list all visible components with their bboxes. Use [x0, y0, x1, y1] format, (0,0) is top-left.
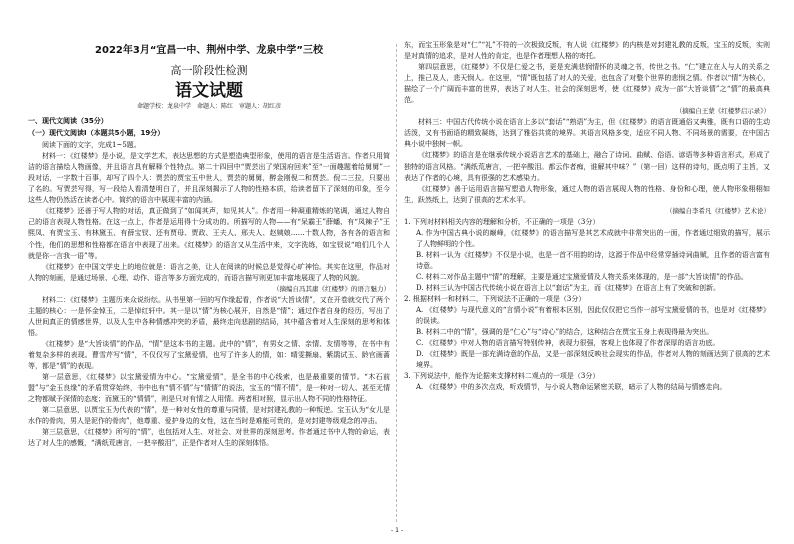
subject-title: 语文试题 [175, 81, 243, 101]
material1-paragraph: 材料一：《红楼梦》是小说，是文学艺术，表达思想的方式是塑造典型形象，使用的语言是生活语言。作者只用简洁的语言描绘人物画像，并且语言具有解释个性特点。第二十四回中“贾芸出了荣国府回来”至“一面趣题着给舅舅”一段对话，一字数十百事，却写了四个人：贾芸的贾宝玉中世人，贾芸的舅舅，醉金刚倪二和贾芸。倪二三拉，只要出了名的。写贾芸写得，写一段给人看清楚明白了，并且深刻揭示了人物的性格本质，给读者留下了深刻的印象，至今这些人物仍然活在读者心中。简约的语言中展现丰富的内涵。 [28, 152, 390, 205]
exam-name: 高一阶段性检测 [170, 64, 248, 77]
material1-paragraph: 《红楼梦》在中国文学史上的地位就是：语言之美，让人在阅读的时候总是觉得心旷神怡。其实在这里，作品对人物的刻画，是通过场景、心理、动作、语言等多方面完成的，而语言描写则更加丰富地展现了人物的风貌。 [28, 262, 390, 282]
material2-paragraph: 第三层意思，《红楼梦》所写的“情”，也包括对人生、对社会、对世界的深刻思考。作者通过书中人物的命运，表达了对人生的感慨，“满纸荒唐言，一把辛酸泪”，正是作者对人生的深刻体悟。 [28, 428, 390, 448]
material3-source: （摘编自李希凡《红楼梦》艺术论） [666, 206, 770, 215]
material2-paragraph: 第四层意思，《红楼梦》不仅是仁爱之书，更是充满悲悯情怀的灵魂之书，传世之书。“仁”建立在人与人的关系之上，推己及人，悲天悯人。在这里，“情”既包括了对人的关爱，也包含了对整个世界的悲悯之情。作者以“情”为核心，描绘了一个广阔而丰富的世界，表达了对人生、社会的深刻思考，使《红楼梦》成为一部“大旨谈情”之“情”的最高典范。 [404, 63, 770, 105]
material1-source: （摘编自冯其庸《红楼梦》的语言魅力） [273, 284, 390, 293]
question-2-option-b: B. 材料二中的“情”，强调的是“仁心”与“诗心”的结合，这种结合在贾宝玉身上表现得最为突出。 [416, 328, 714, 337]
question-2: 2. 根据材料一和材料二，下列说法不正确的一项是（3分） [404, 295, 586, 304]
instruction: 阅读下面的文字，完成1~5题。 [42, 141, 141, 150]
column-divider [396, 44, 397, 522]
question-1: 1. 下列对材料相关内容的理解和分析，不正确的一项是（3分） [404, 217, 600, 226]
material2-source: （摘编自王蒙《红楼梦启示录》） [675, 107, 770, 116]
material1-paragraph: 《红楼梦》还善于写人物的对话，真正做到了“如闻其声，如见其人”。作者用一种凝重精炼的笔调，通过人物自己的语言表现人物性格。在这一点上，作者是运用得十分成功的。所描写的人物——有“呆霸王”薛蟠、有“凤辣子”王熙凤、有贾宝玉、有林黛玉、有薛宝钗、还有贾母、贾政、王夫人、邢夫人、赵姨娘……十数人物，各有各的语言和个性，他们的思想和性格都在语言中表现了出来。《红楼梦》的语言又从生活中来，文字洗练，如宝钗说“咱们几个人就是你一言我一语”等。 [28, 207, 390, 260]
material2-paragraph: 第二层意思，以贾宝玉为代表的“情”，是一种对女性的尊重与同情，是对封建礼教的一种叛逆。宝玉认为“女儿是水作的骨肉，男人是泥作的骨肉”，他尊重、爱护身边的女性，这在当时是难能可贵的，是对封建等级观念的冲击。 [28, 406, 390, 426]
material2-paragraph: 材料二：《红楼梦》主题历来众说纷纭。从书里第一回的写作缘起看，作者说“大旨谈情”，又在开卷就交代了两个主题的核心：一是怀金悼玉，二是悼红轩中。其一是以“情”为核心展开，自然是“情”；通过作者自身的经历，写出了人世间真正的情感世界，以及人生中各种情感冲突的矛盾，最终走向悲剧的结局，其中蕴含着对人生深刻的思考和体悟。 [28, 295, 390, 337]
material2-paragraph: 《红楼梦》是“大旨谈情”的作品，“情”是这本书的主题。此中的“情”，有男女之情、亲情、友情等等，在书中有着复杂多样的表现。曹雪芹写“情”，不仅仅写了宝黛爱情，也写了许多人的情，如：晴雯撕扇、紫鹃试玉、龄官画蔷等，都是“情”的表现。 [28, 339, 390, 371]
material3-paragraph: 《红楼梦》善于运用语言描写塑造人物形象，通过人物的语言展现人物的性格、身份和心理，使人物形象栩栩如生，跃然纸上，达到了很高的艺术水平。 [404, 184, 770, 204]
section-heading: 一、现代文阅读（35分） [28, 117, 108, 125]
question-2-option-a: A. 《红楼梦》与现代意义的“言情小说”有着根本区别，因此仅仅把它当作一部写宝黛爱情的书，也是对《红楼梦》的误读。 [416, 306, 770, 326]
question-3-option-a: A. 《红楼梦》中的多次点戏，听戏情节，与小说人物命运紧密关联，暗示了人物的结局与情感走向。 [416, 383, 727, 392]
question-1-option-b: B. 材料一认为《红楼梦》不仅是小说，也是一首不用韵的诗，这源于作品中经常穿插诗词曲赋，且作者的语言富有诗意。 [416, 250, 770, 270]
question-1-option-c: C. 材料二对作品主题中“情”的理解，主要是通过宝黛爱情及人物关系来体现的，是一部“大旨谈情”的作品。 [416, 272, 748, 281]
author-line: 命题学校：龙泉中学 命题人：陈红 审题人：胡红彦 [136, 103, 281, 110]
material3-paragraph: 《红楼梦》的语言是在继承传统小说语言艺术的基础上，融合了诗词、曲赋、俗语、谚语等多种语言形式，形成了独特的语言风格。“满纸荒唐言，一把辛酸泪。都云作者痴，谁解其中味？”（第一回）这样的诗句，既点明了主旨，又表达了作者的心境，具有很强的艺术感染力。 [404, 151, 770, 182]
question-2-option-d: D. 《红楼梦》既是一部充满诗意的作品，又是一部深刻反映社会现实的作品，作者对人物的刻画达到了很高的艺术境界。 [416, 350, 770, 370]
question-1-option-d: D. 材料三认为中国古代传统小说在语言上以“套话”为主，而《红楼梦》在语言上有了突破和创新。 [416, 284, 720, 293]
question-1-option-a: A. 作为中国古典小说的巅峰，《红楼梦》的语言描写是其艺术成就中非常突出的一面，作者通过细致的描写，展示了人物鲜明的个性。 [416, 228, 770, 248]
school-line: 2022年3月“宜昌一中、荆州中学、龙泉中学”三校 [95, 45, 323, 56]
material3-paragraph: 材料三：中国古代传统小说在语言上多以“套话”“熟语”为主，但《红楼梦》的语言既通俗又典雅，既有口语的生动活泼，又有书面语的精致凝练，达到了雅俗共赏的境界。其语言风格多变，适应不同人物、不同场景的需要，在中国古典小说中独树一帜。 [404, 118, 770, 149]
subsection-heading: （一）现代文阅读Ⅰ（本题共5小题，19分） [28, 129, 165, 138]
right-column [404, 40, 770, 394]
material2-continued: 东，而宝玉形象是对“仁”“礼”不符的一次极致反叛，有人说《红楼梦》的内核是对封建礼教的反叛，宝玉的反叛，实则是对真情的追求，是对人性的肯定，也是作者理想人格的寄托。 [404, 41, 770, 61]
page-number: - 1 - [391, 527, 403, 534]
left-column [28, 44, 390, 449]
question-3: 3. 下列说法中，能作为论据来支撑材料二观点的一项是（3分） [404, 372, 600, 381]
question-2-option-c: C. 《红楼梦》中对人物的语言描写特别传神，表现力很强，客观上也体现了作者深厚的语言功底。 [416, 339, 720, 348]
material2-paragraph: 第一层意思，《红楼梦》以宝黛爱情为中心。“宝黛爱情”，是全书的中心线索，也是最重要的情节。“木石前盟”与“金玉良缘”的矛盾贯穿始终，书中也有“情不情”与“情情”的说法，宝玉的“情不情”，是一种对一切人、甚至无情之物都赋予深情的态度；而黛玉的“情情”，则是只对有情之人用情。两者相对照，显示出人物不同的性格特征。 [28, 373, 390, 404]
